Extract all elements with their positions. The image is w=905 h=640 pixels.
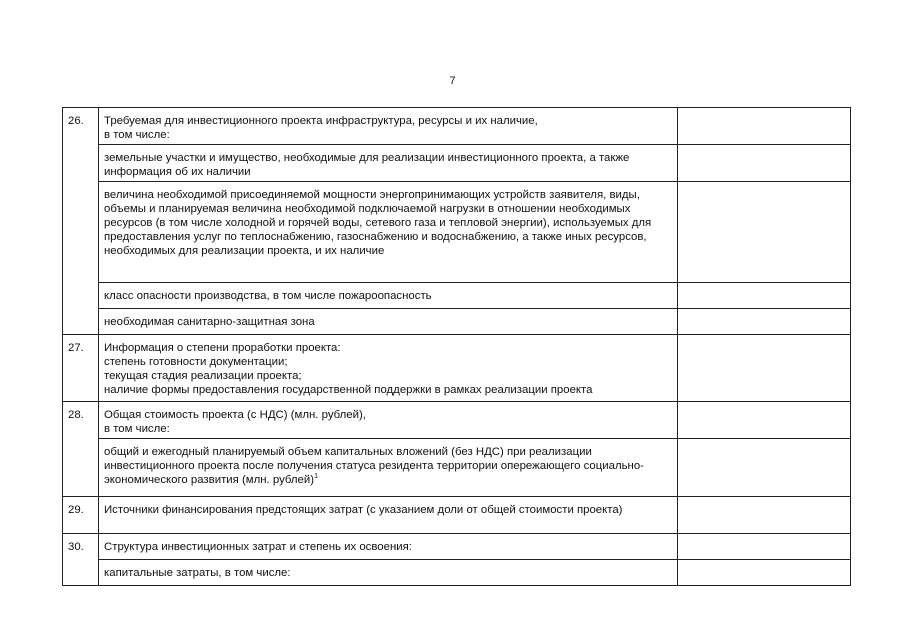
table-row [63, 497, 851, 534]
item-text: класс опасности производства, в том числе пожароопасность [99, 283, 678, 309]
item-text: капитальные затраты, в том числе: [99, 560, 678, 586]
item-text: земельные участки и имущество, необходимые для реализации инвестиционного проекта, а также информация об их наличии [99, 145, 678, 182]
value-cell[interactable] [678, 309, 851, 335]
application-form-table [62, 107, 851, 586]
value-cell[interactable] [678, 534, 851, 560]
value-cell[interactable] [678, 402, 851, 439]
item-text-content: Общая стоимость проекта (с НДС) (млн. рублей), в том числе: [104, 409, 366, 435]
table-row [63, 108, 851, 145]
item-number: 26. [63, 108, 99, 335]
item-text: необходимая санитарно-защитная зона [99, 309, 678, 335]
item-text [99, 402, 678, 439]
table-row [63, 402, 851, 439]
item-text-content: Требуемая для инвестиционного проекта инфраструктура, ресурсы и их наличие, в том числе: [104, 115, 538, 141]
value-cell[interactable] [678, 283, 851, 309]
item-text [99, 108, 678, 145]
table-row [63, 534, 851, 560]
table-row [63, 182, 851, 283]
item-text [99, 335, 678, 402]
table-row [63, 309, 851, 335]
value-cell[interactable] [678, 439, 851, 497]
table-row [63, 560, 851, 586]
item-text-content: Информация о степени проработки проекта: степень готовности документации; текущая стадия реализации проекта; наличие формы предоставления государственной поддержки в рамках реализации проекта [104, 342, 593, 396]
item-text [99, 439, 678, 497]
item-text-content: общий и ежегодный планируемый объем капитальных вложений (без НДС) при реализации инвестиционного проекта после получения статуса резидента территории опережающего социально-экономического развития (млн. рублей) [104, 446, 644, 486]
table-row [63, 439, 851, 497]
value-cell[interactable] [678, 145, 851, 182]
page-number: 7 [449, 75, 456, 87]
item-text: Источники финансирования предстоящих затрат (с указанием доли от общей стоимости проекта) [99, 497, 678, 534]
table-row [63, 283, 851, 309]
value-cell[interactable] [678, 182, 851, 283]
item-number: 28. [63, 402, 99, 497]
item-number: 27. [63, 335, 99, 402]
item-text: Структура инвестиционных затрат и степень их освоения: [99, 534, 678, 560]
value-cell[interactable] [678, 108, 851, 145]
item-text: величина необходимой присоединяемой мощности энергопринимающих устройств заявителя, виды, объемы и планируемая величина необходимой подключаемой нагрузки в отношении необходимых ресурсов (в том числе холодной и горячей воды, сетевого газа и тепловой энергии), используемых для предоставления услуг по теплоснабжению, газоснабжению и водоснабжению, а также иных ресурсов, необходимых для реализации проекта, и их наличие [99, 182, 678, 283]
footnote-marker: 1 [314, 473, 318, 481]
value-cell[interactable] [678, 335, 851, 402]
table-row [63, 335, 851, 402]
item-number: 29. [63, 497, 99, 534]
value-cell[interactable] [678, 560, 851, 586]
table-row [63, 145, 851, 182]
item-number: 30. [63, 534, 99, 586]
value-cell[interactable] [678, 497, 851, 534]
